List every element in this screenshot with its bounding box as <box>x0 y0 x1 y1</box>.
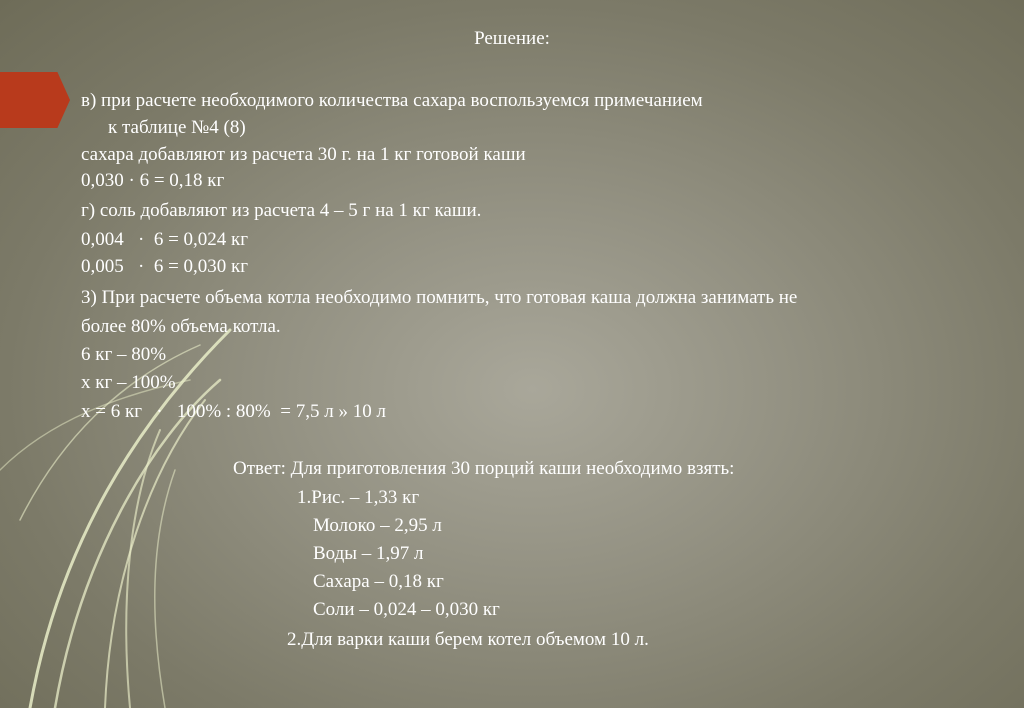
text-line: 6 кг – 80% <box>81 344 167 365</box>
text-line: 3) При расчете объема котла необходимо помнить, что готовая каша должна занимать не <box>81 287 798 308</box>
curve-7 <box>155 470 175 708</box>
text-line: 0,030 · 6 = 0,18 кг <box>81 170 225 191</box>
answer-item: 2.Для варки каши берем котел объемом 10 л. <box>287 629 649 650</box>
answer-heading: Ответ: Для приготовления 30 порций каши необходимо взять: <box>233 458 735 479</box>
answer-item: 1.Рис. – 1,33 кг <box>297 487 420 508</box>
text-line: 0,004 · 6 = 0,024 кг <box>81 229 249 250</box>
answer-item: Соли – 0,024 – 0,030 кг <box>313 599 500 620</box>
text-line: к таблице №4 (8) <box>108 117 246 138</box>
curve-3 <box>105 400 205 708</box>
text-line: х кг – 100% <box>81 372 176 393</box>
curve-2 <box>55 380 220 708</box>
text-line: более 80% объема котла. <box>81 316 281 337</box>
answer-item: Сахара – 0,18 кг <box>313 571 444 592</box>
text-line: сахара добавляют из расчета 30 г. на 1 кг готовой каши <box>81 144 526 165</box>
slide-title: Решение: <box>474 28 550 49</box>
text-line: в) при расчете необходимого количества сахара воспользуемся примечанием <box>81 90 703 111</box>
text-line: г) соль добавляют из расчета 4 – 5 г на 1 кг каши. <box>81 200 482 221</box>
answer-item: Воды – 1,97 л <box>313 543 424 564</box>
red-accent-tab <box>0 72 70 128</box>
curve-4 <box>126 430 160 708</box>
text-line: х = 6 кг · 100% : 80% = 7,5 л » 10 л <box>81 401 386 422</box>
answer-item: Молоко – 2,95 л <box>313 515 442 536</box>
text-line: 0,005 · 6 = 0,030 кг <box>81 256 249 277</box>
